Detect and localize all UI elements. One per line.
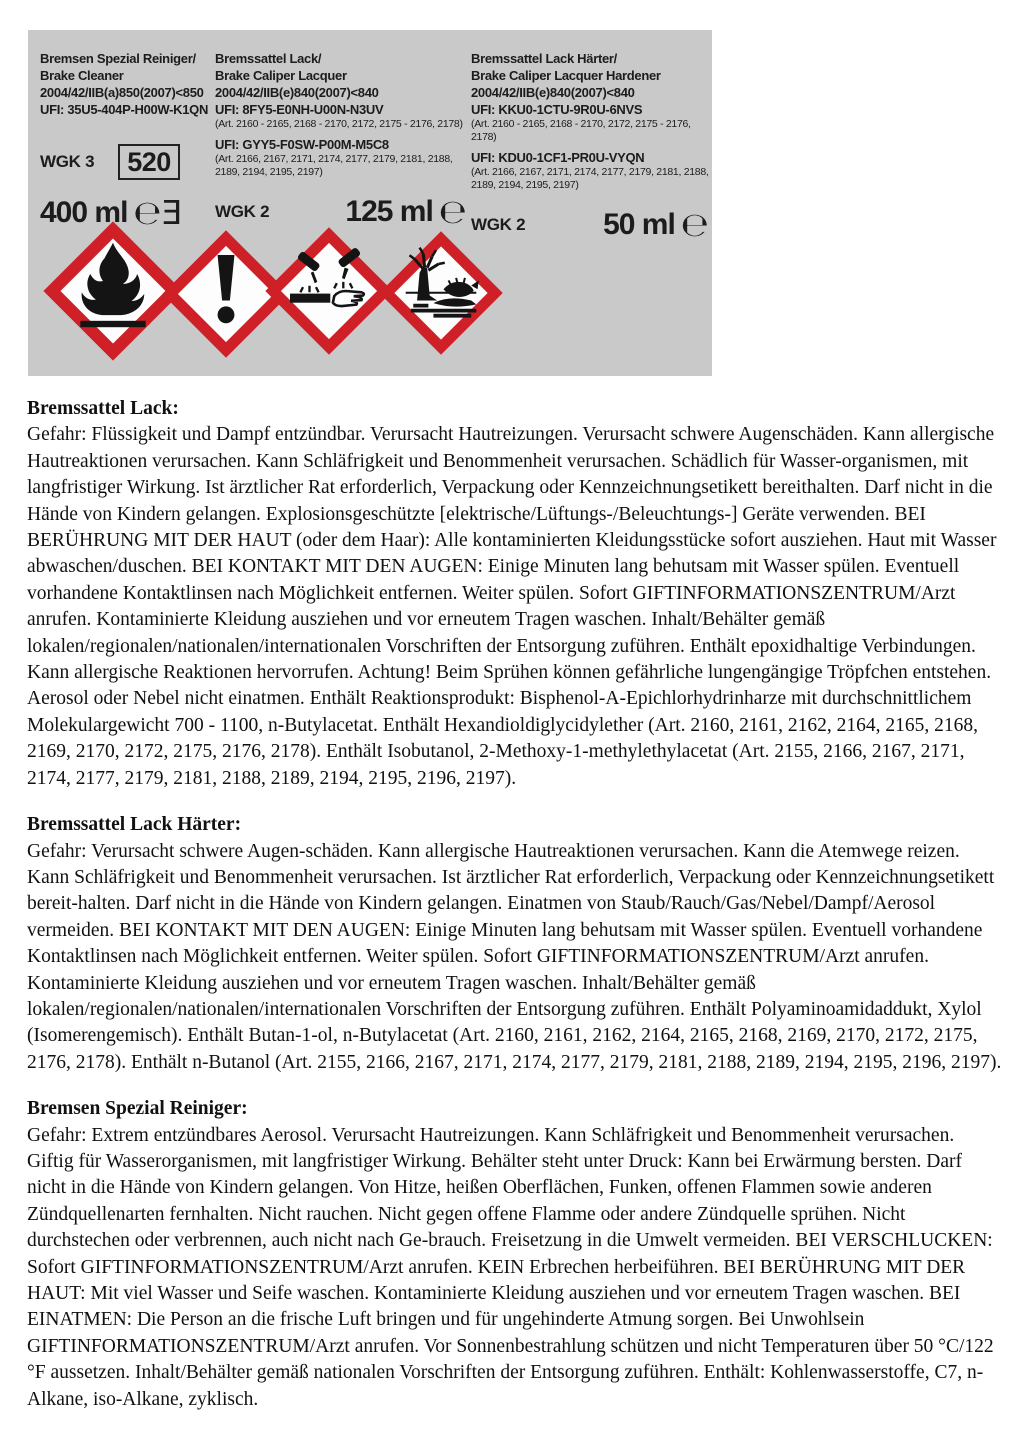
ufi-articles-1: (Art. 2160 - 2165, 2168 - 2170, 2172, 2175 - 2176, 2178) (215, 118, 463, 130)
section-body-bremsen-spezial-reiniger: Gefahr: Extrem entzündbares Aerosol. Verursacht Hautreizungen. Kann Schläfrigkeit und Benommenheit verursachen. Giftig für Wasserorganismen, mit langfristiger Wirkung. Behälter steht unter Druck: Kann bei Erwärmung bersten. Darf nicht in die Hände von Kindern gelangen. Von Hitze, heißen Oberflächen, Funken, offenen Flammen sowie anderen Zündquellenarten fernhalten. Nicht rauchen. Nicht gegen offene Flamme oder andere Zündquelle sprühen. Nicht durchstechen oder verbrennen, auch nicht nach Ge-brauch. Freisetzung in die Umwelt vermeiden. BEI VERSCHLUCKEN: Sofort GIFTINFORMATIONSZENTRUM/Arzt anrufen. KEIN Erbrechen herbeiführen. BEI BERÜHRUNG MIT DER HAUT: Mit viel Wasser und Seife waschen. Kontaminierte Kleidung ausziehen und vor erneutem Tragen waschen. BEI EINATMEN: Die Person an die frische Luft bringen und für ungehinderte Atmung sorgen. Bei Unwohlsein GIFTINFORMATIONSZENTRUM/Arzt anrufen. Vor Sonnenbestrahlung schützen und nicht Temperaturen über 50 °C/122 °F aussetzen. Inhalt/Behälter gemäß nationalen Vorschriften der Entsorgung zuführen. Enthält: Kohlenwasserstoffe, C7, n-Alkane, iso-Alkane, zyklisch. (27, 1124, 994, 1410)
ufi-articles-1: (Art. 2160 - 2165, 2168 - 2170, 2172, 2175 - 2176, 2178) (471, 118, 691, 143)
label-column-brake-cleaner (40, 50, 210, 230)
volume-value: 400 ml (40, 196, 128, 229)
wgk-class: WGK 3 (40, 152, 95, 171)
product-safety-label (28, 30, 712, 376)
section-body-bremssattel-lack-haerter: Gefahr: Verursacht schwere Augen-schäden. Kann allergische Hautreaktionen verursachen. Kann die Atemwege reizen. Kann Schläfrigkeit und Benommenheit verursachen. Ist ärztlicher Rat erforderlich, Verpackung oder Kennzeichnungsetikett bereit-halten. Darf nicht in die Hände von Kindern gelangen. Einatmen von Staub/Rauch/Gas/Nebel/Dampf/Aerosol vermeiden. BEI KONTAKT MIT DEN AUGEN: Einige Minuten lang behutsam mit Wasser spülen. Eventuell vorhandene Kontaktlinsen nach Möglichkeit entfernen. Weiter spülen. Sofort GIFTINFORMATIONSZENTRUM/Arzt anrufen. Kontaminierte Kleidung ausziehen und vor erneutem Tragen waschen. Inhalt/Behälter gemäß lokalen/regionalen/nationalen/internationalen Vorschriften der Entsorgung zuführen. Enthält Polyaminoamidaddukt, Xylol (Isomerengemisch). Enthält Butan-1-ol, n-Butylacetat (Art. 2160, 2161, 2162, 2164, 2165, 2168, 2169, 2170, 2172, 2175, 2176, 2178). Enthält n-Butanol (Art. 2155, 2166, 2167, 2171, 2174, 2177, 2179, 2181, 2188, 2189, 2194, 2195, 2196, 2197). (27, 840, 1002, 1073)
ufi-code-2: UFI: GYY5-F0SW-P00M-M5C8 (215, 137, 389, 152)
product-name-de: Bremsen Spezial Reiniger/ (40, 51, 196, 66)
product-name-en: Brake Caliper Lacquer Hardener (471, 68, 661, 83)
ufi-code-1: UFI: KKU0-1CTU-9R0U-6NVS (471, 102, 643, 117)
product-name-de: Bremssattel Lack/ (215, 51, 322, 66)
product-name-en: Brake Caliper Lacquer (215, 68, 347, 83)
wgk-class: WGK 2 (471, 215, 526, 234)
voc-code: 2004/42/IIB(a)850(2007)<850 (40, 85, 204, 100)
ufi-code: UFI: 35U5-404P-H00W-K1QN (40, 102, 209, 117)
article-number-box: 520 (118, 144, 180, 180)
voc-code: 2004/42/IIB(e)840(2007)<840 (471, 85, 635, 100)
wgk-class: WGK 2 (215, 202, 270, 221)
section-body-bremssattel-lack: Gefahr: Flüssigkeit und Dampf entzündbar. Verursacht Hautreizungen. Verursacht schwere Augenschäden. Kann allergische Hautreaktionen verursachen. Kann Schläfrigkeit und Benommenheit verursachen. Schädlich für Wasser-organismen, mit langfristiger Wirkung. Ist ärztlicher Rat erforderlich, Verpackung oder Kennzeichnungsetikett bereithalten. Darf nicht in die Hände von Kindern gelangen. Explosionsgeschützte [elektrische/Lüftungs-/Beleuchtungs-] Geräte verwenden. BEI BERÜHRUNG MIT DER HAUT (oder dem Haar): Alle kontaminierten Kleidungsstücke sofort ausziehen. Haut mit Wasser abwaschen/duschen. BEI KONTAKT MIT DEN AUGEN: Einige Minuten lang behutsam mit Wasser spülen. Eventuell vorhandene Kontaktlinsen nach Möglichkeit entfernen. Weiter spülen. Sofort GIFTINFORMATIONSZENTRUM/Arzt anrufen. Kontaminierte Kleidung ausziehen und vor erneutem Tragen waschen. Inhalt/Behälter gemäß lokalen/regionalen/nationalen/internationalen Vorschriften der Entsorgung zuführen. Enthält epoxidhaltige Verbindungen. Kann allergische Reaktionen hervorrufen. Achtung! Beim Sprühen können gefährliche lungengängige Tröpfchen entstehen. Aerosol oder Nebel nicht einatmen. Enthält Reaktionsprodukt: Bisphenol-A-Epichlorhydrinharze mit durchschnittlichem Molekulargewicht 700 - 1100, n-Butylacetat. Enthält Hexandioldiglycidylether (Art. 2160, 2161, 2162, 2164, 2165, 2168, 2169, 2170, 2172, 2175, 2176, 2178). Enthält Isobutanol, 2-Methoxy-1-methylethylacetat (Art. 2155, 2166, 2167, 2171, 2174, 2177, 2179, 2181, 2188, 2189, 2194, 2195, 2196, 2197). (27, 424, 997, 789)
wgk-row (471, 205, 709, 244)
volume-value: 125 ml (345, 195, 433, 228)
safety-text (27, 396, 1003, 1433)
label-column-caliper-lacquer (215, 50, 467, 229)
ufi-code-1: UFI: 8FY5-E0NH-U00N-N3UV (215, 102, 384, 117)
ufi-articles-2: (Art. 2166, 2167, 2171, 2174, 2177, 2179, 2181, 2188, 2189, 2194, 2195, 2197) (215, 153, 453, 178)
estimated-sign: ℮ (680, 205, 709, 244)
section-heading-bremssattel-lack-haerter: Bremssattel Lack Härter: (27, 814, 242, 836)
wgk-row (40, 144, 210, 180)
section-heading-bremssattel-lack: Bremssattel Lack: (27, 398, 179, 419)
estimated-sign-aerosol-mark: ℮Ǝ (133, 193, 183, 232)
ghs05-corrosive-icon (264, 226, 394, 356)
ghs09-environment-icon (378, 230, 504, 356)
ufi-articles-2: (Art. 2166, 2167, 2171, 2174, 2177, 2179, 2181, 2188, 2189, 2194, 2195, 2197) (471, 166, 709, 191)
voc-code: 2004/42/IIB(e)840(2007)<840 (215, 85, 379, 100)
label-column-lacquer-hardener (471, 50, 709, 242)
product-name-de: Bremssattel Lack Härter/ (471, 51, 617, 66)
ufi-code-2: UFI: KDU0-1CF1-PR0U-VYQN (471, 150, 645, 165)
section-heading-bremsen-spezial-reiniger: Bremsen Spezial Reiniger: (27, 1098, 248, 1120)
wgk-row (215, 192, 467, 231)
volume-value: 50 ml (603, 208, 675, 241)
product-name-en: Brake Cleaner (40, 68, 124, 83)
estimated-sign: ℮ (438, 192, 467, 231)
